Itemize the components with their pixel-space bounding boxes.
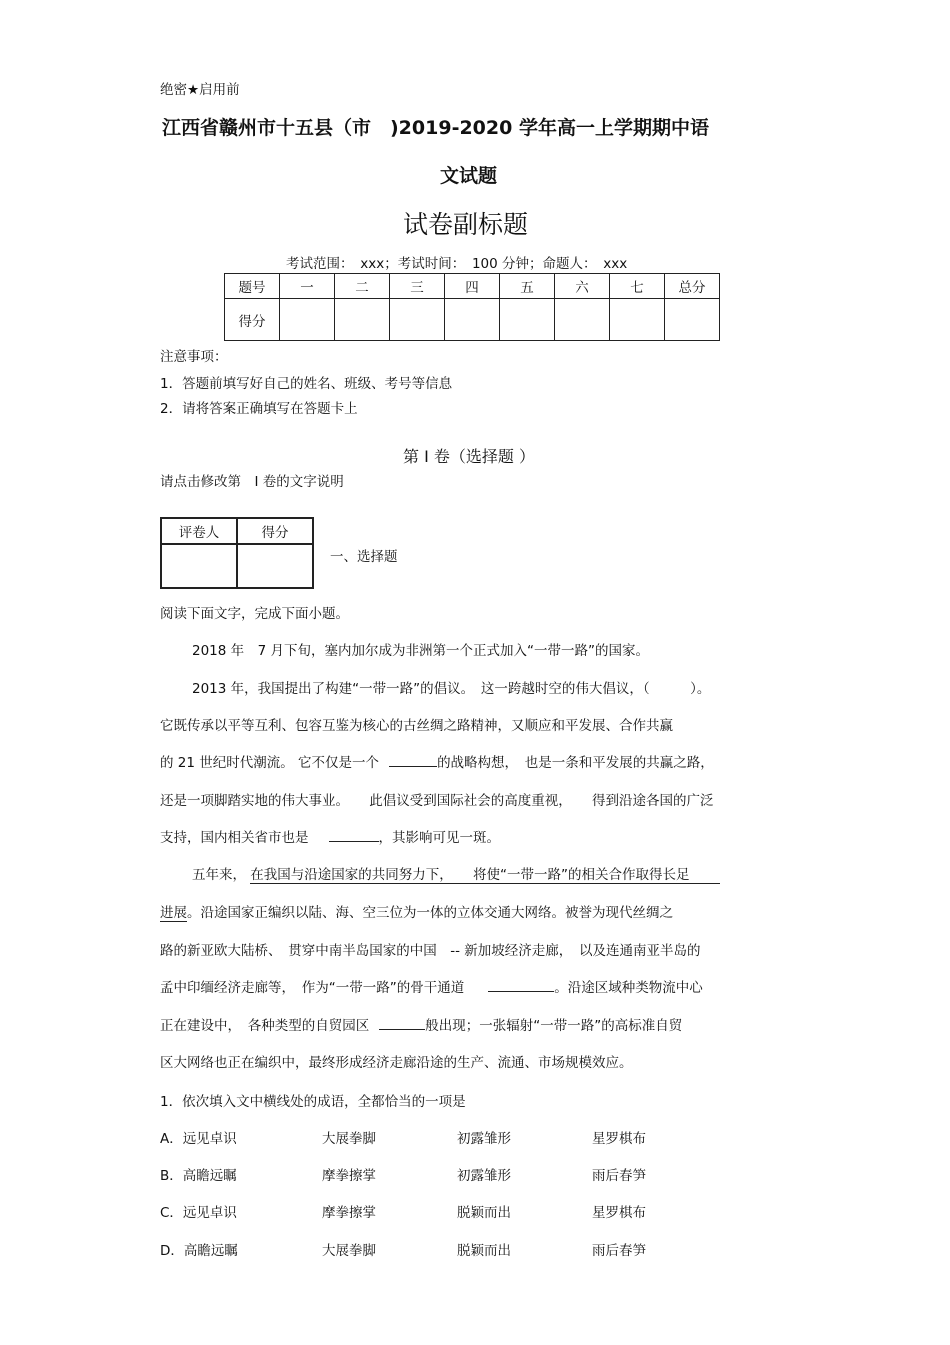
grader-header-cell: 评卷人 [161,518,237,544]
passage-text: ，其影响可见一斑。 [378,830,500,846]
passage-line: 它既传承以平等互利、包容互鉴为核心的古丝绸之路精神，又顺应和平发展、合作共赢 [160,718,673,734]
notes-heading: 注意事项： [160,349,228,365]
passage-line [160,901,673,921]
grader-cell [237,544,313,588]
passage-line [160,976,703,996]
passage-text: 正在建设中， 各种类型的自贸园区 [160,1018,370,1034]
fill-blank [379,1015,425,1030]
section-intro: 阅读下面文字，完成下面小题。 [160,606,349,622]
score-cell [390,299,445,341]
exam-title-line1: 江西省赣州市十五县（市 )2019-2020 学年高一上学期期中语 [162,117,709,139]
option-a-choice: 大展拳脚 [322,1131,376,1147]
score-table-row-label: 得分 [225,299,280,341]
option-d-choice: 雨后春笋 [592,1243,646,1259]
note-item: 2．请将答案正确填写在答题卡上 [160,401,358,417]
passage-text: 。沿途国家正编织以陆、海、空三位为一体的立体交通大网络。被誉为现代丝绸之 [187,905,673,921]
option-b-label: B．高瞻远瞩 [160,1168,237,1184]
option-c-choice: 摩拳擦掌 [322,1205,376,1221]
score-cell [555,299,610,341]
passage-text: 的战略构想， 也是一条和平发展的共赢之路， [437,755,714,771]
option-d-label: D．高瞻远瞩 [160,1243,238,1259]
part1-heading: 第 I 卷（选择题 ） [403,447,535,466]
score-table-header-cell: 六 [555,274,610,299]
passage-line: 还是一项脚踏实地的伟大事业。 此倡议受到国际社会的高度重视， 得到沿途各国的广泛 [160,793,714,809]
score-table-header-cell: 四 [445,274,500,299]
score-table-header-cell: 七 [610,274,665,299]
score-cell [665,299,720,341]
score-table-header-cell: 二 [335,274,390,299]
score-cell [445,299,500,341]
note-item: 1．答题前填写好自己的姓名、班级、考号等信息 [160,376,453,392]
score-table [224,273,720,341]
score-cell [335,299,390,341]
grader-cell [161,544,237,588]
grader-table [160,517,314,589]
passage-line [160,826,500,846]
underlined-sentence: 在我国与沿途国家的共同努力下， 将使“一带一路”的相关合作取得长足 [250,867,719,884]
score-cell [610,299,665,341]
grader-header-cell: 得分 [237,518,313,544]
part1-instruction: 请点击修改第 I 卷的文字说明 [160,474,344,490]
option-a-choice: 星罗棋布 [592,1131,646,1147]
passage-text: 支持，国内相关省市也是 [160,830,309,846]
option-c-choice: 星罗棋布 [592,1205,646,1221]
underlined-sentence: 进展 [160,905,187,921]
option-b-choice: 雨后春笋 [592,1168,646,1184]
score-cell [280,299,335,341]
score-table-header-cell: 题号 [225,274,280,299]
option-d-choice: 大展拳脚 [322,1243,376,1259]
option-a-label: A．远见卓识 [160,1131,237,1147]
score-cell [500,299,555,341]
exam-subtitle: 试卷副标题 [403,210,529,239]
passage-text: 。沿途区域种类物流中心 [554,980,703,996]
passage-line: 区大网络也正在编织中，最终形成经济走廊沿途的生产、流通、市场规模效应。 [160,1055,633,1071]
passage-text: 孟中印缅经济走廊等， 作为“一带一路”的骨干通道 [160,980,465,996]
exam-title-line2: 文试题 [440,165,498,187]
passage-text: 的 21 世纪时代潮流。 它不仅是一个 [160,755,380,771]
section-title: 一、选择题 [330,549,398,565]
option-c-choice: 脱颖而出 [457,1205,511,1221]
passage-text: 五年来， [192,867,246,883]
passage-line [192,863,720,883]
score-table-header-cell: 总分 [665,274,720,299]
score-table-header-cell: 五 [500,274,555,299]
passage-line: 2013 年，我国提出了构建“一带一路”的倡议。 这一跨越时空的伟大倡议，（ ）。 [192,681,711,697]
passage-line [160,751,714,771]
option-b-choice: 摩拳擦掌 [322,1168,376,1184]
fill-blank [389,752,437,767]
passage-line [160,1014,682,1034]
exam-info: 考试范围： xxx；考试时间： 100 分钟；命题人： xxx [286,256,628,272]
option-d-choice: 脱颖而出 [457,1243,511,1259]
fill-blank [488,977,554,992]
option-b-choice: 初露雏形 [457,1168,511,1184]
score-table-header-cell: 一 [280,274,335,299]
score-table-header-cell: 三 [390,274,445,299]
passage-paragraph: 2018 年 7 月下旬，塞内加尔成为非洲第一个正式加入“一带一路”的国家。 [192,643,650,659]
option-a-choice: 初露雏形 [457,1131,511,1147]
confidential-label: 绝密★启用前 [160,82,240,98]
passage-text: 般出现；一张辐射“一带一路”的高标准自贸 [425,1018,683,1034]
passage-line: 路的新亚欧大陆桥、 贯穿中南半岛国家的中国 -- 新加坡经济走廊， 以及连通南亚半岛的 [160,943,701,959]
question-stem: 1．依次填入文中横线处的成语，全都恰当的一项是 [160,1094,466,1110]
option-c-label: C．远见卓识 [160,1205,237,1221]
fill-blank [329,827,379,842]
